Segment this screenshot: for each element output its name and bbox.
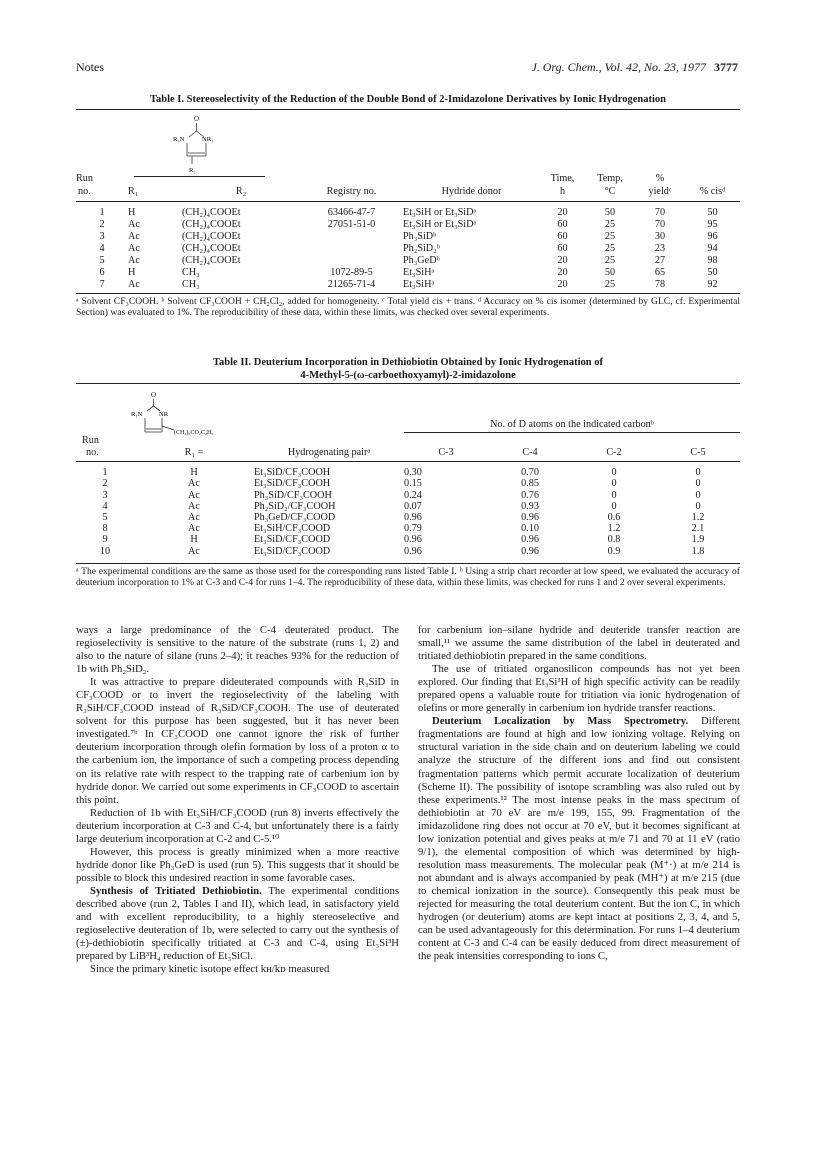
table2	[76, 418, 740, 557]
t2-cell-c4: 0.85	[521, 478, 539, 490]
table-row	[76, 523, 740, 534]
t1-cell-r2: (CH₂)₄COOEt	[182, 231, 241, 242]
table-row	[76, 266, 740, 278]
t2-cell-run: 1	[102, 467, 108, 479]
table-row	[76, 206, 740, 218]
table-row	[76, 230, 740, 242]
section-heading: Deuterium Localization by Mass Spectrometry.	[432, 715, 689, 728]
table-row	[76, 512, 740, 523]
t2-h-group: No. of D atoms on the indicated carbonᵇ	[404, 418, 740, 432]
t2-h-run: no.	[86, 447, 99, 458]
section-heading: Synthesis of Tritiated Dethiobiotin.	[90, 884, 262, 897]
t1-cell-cis: 50	[707, 207, 718, 218]
t1-cell-time: 20	[557, 207, 568, 218]
t1-h-yield: yieldᶜ	[648, 186, 672, 197]
t1-cell-run: 4	[99, 243, 105, 254]
t2-cell-pair: Et₃SiD/CF₃COOH	[254, 478, 331, 490]
t2-cell-c3: 0.96	[404, 545, 422, 557]
t2-cell-run: 10	[99, 545, 111, 557]
table-row	[76, 545, 740, 556]
t1-h-run-top: Run	[76, 173, 93, 184]
t1-cell-r2: CH₃	[182, 267, 200, 278]
t1-cell-temp: 50	[604, 207, 616, 218]
t1-cell-donor: Ph₂SiD₂ᵇ	[403, 243, 440, 254]
body-column-right	[418, 624, 740, 963]
t2-cell-r1: Ac	[188, 478, 200, 490]
t2-cell-run: 4	[102, 500, 108, 512]
t2-cell-pair: Ph₃GeD/CF₃COOD	[254, 511, 336, 523]
page-number: 3777	[714, 60, 738, 74]
t1-cell-temp: 25	[604, 219, 616, 230]
t1-h-time-top: Time,	[550, 173, 575, 184]
t2-h-c3: C-3	[438, 447, 454, 458]
t1-cell-donor: Et₃SiH or Et₃SiDᵃ	[403, 219, 477, 230]
table2-header-row	[76, 446, 740, 458]
t2-h-c4: C-4	[522, 447, 538, 458]
t2-cell-c2: 0.6	[607, 511, 621, 523]
table1	[76, 172, 740, 290]
t2-cell-r1: Ac	[188, 523, 200, 535]
t1-h-registry: Registry no.	[326, 186, 377, 197]
t1-cell-temp: 25	[604, 279, 616, 290]
t1-cell-cis: 94	[707, 243, 718, 254]
t2-cell-r1: Ac	[188, 511, 200, 523]
t2-cell-pair: Ph₃SiD/CF₃COOH	[254, 489, 332, 501]
t1-cell-run: 3	[99, 231, 105, 242]
t1-cell-cis: 98	[707, 255, 718, 266]
table-row	[76, 278, 740, 290]
t1-h-r2: R₂	[235, 186, 247, 197]
t2-cell-c5: 1.2	[691, 511, 705, 523]
table1-structure-nr1: NR₁	[202, 136, 214, 143]
journal-citation: J. Org. Chem., Vol. 42, No. 23, 1977	[531, 60, 706, 74]
t2-cell-c2: 0	[611, 489, 617, 501]
table2-caption-line2: 4-Methyl-5-(ω-carboethoxyamyl)-2-imidazolone	[300, 370, 516, 381]
t2-cell-c4: 0.10	[521, 523, 539, 535]
t1-cell-temp: 25	[604, 255, 616, 266]
t2-cell-c4: 0.96	[521, 534, 539, 546]
t1-cell-r1: Ac	[128, 279, 140, 290]
t1-cell-registry: 63466-47-7	[327, 207, 376, 218]
t2-h-r1: R₁ =	[184, 447, 204, 458]
t1-cell-r1: Ac	[128, 219, 140, 230]
t1-cell-donor: Et₃SiHᵃ	[403, 267, 435, 278]
table1-structure-o: O	[194, 115, 200, 123]
t2-h-c5: C-5	[690, 447, 706, 458]
t1-cell-time: 60	[557, 243, 568, 254]
t2-cell-c2: 0.9	[607, 545, 621, 557]
t2-cell-c2: 0	[611, 467, 617, 479]
t2-cell-pair: Et₃SiD/CF₃COOD	[254, 534, 331, 546]
table1-top-rule	[76, 109, 740, 110]
t2-cell-c2: 1.2	[607, 523, 621, 535]
t1-cell-temp: 50	[604, 267, 616, 278]
t2-cell-run: 2	[102, 478, 108, 490]
table1-structure-diagram	[160, 112, 240, 174]
table1-caption: Table I. Stereoselectivity of the Reduction of the Double Bond of 2-Imidazolone Derivatives by Ionic Hydrogenation	[149, 94, 667, 105]
running-header-section: Notes	[76, 60, 104, 74]
paragraph-text: Different fragmentations are found at high and low ionizing voltage. Relying on structural variation in the side chain and on deuterium labeling we could analyze the structure of the different ions and find out consistent fragmentation patterns which permit accurate localization of deuterium (Scheme II). The possibility of isotope scrambling was also ruled out by these experiments.¹² The most intense peaks in the mass spectrum of dethiobiotin at 70 eV are m/e 199, 155, 99. Fragmentation of the imidazolidone ring does not occur at 70 eV, but it becomes significant at low ionization potential and gives peaks at m/e 71 and 70 at 11 eV (ratio 9/1), the elemental composition of which was determined by high-resolution mass measurements. The molecular peak (M⁺·) at m/e 214 is not abundant and is always accompanied by peak (MH⁺) at m/e 215 (due to chemical ionization in the source). Consequently this peak must be rejected for measuring the total deuterium content. But the ion C, in which hydrogen (or deuterium) atoms are kept intact at positions 2, 3, 4, and 5, can be used advantageously for this determination. For runs 1–4 deuterium content at C-3 and C-4 can be easily deduced from direct measurement of the peak intensities corresponding to ions C,	[418, 715, 740, 963]
t1-cell-registry: 27051-51-0	[327, 219, 376, 230]
t2-cell-r1: Ac	[188, 500, 200, 512]
table1-structure-r1n: R₁N	[173, 136, 185, 143]
t2-cell-c4: 0.96	[521, 545, 539, 557]
t2-h-run-top: Run	[82, 435, 99, 446]
table1-header-row-top	[76, 172, 740, 184]
t1-cell-run: 7	[99, 279, 105, 290]
t2-cell-c3: 0.96	[404, 511, 422, 523]
t2-cell-pair: Et₃SiD/CF₃COOH	[254, 467, 331, 479]
t2-cell-c3: 0.07	[404, 500, 422, 512]
t2-cell-c4: 0.93	[521, 500, 539, 512]
t2-cell-c5: 2.1	[691, 523, 705, 535]
t1-cell-cis: 95	[707, 219, 718, 230]
t1-cell-yield: 65	[654, 267, 666, 278]
t2-cell-r1: Ac	[188, 545, 200, 557]
t1-h-yield-top: %	[655, 173, 665, 184]
t2-cell-run: 5	[102, 511, 108, 523]
table2-header-row-top	[76, 418, 740, 432]
table2-structure-nr: NR	[159, 411, 169, 418]
table-row	[76, 254, 740, 266]
table2-caption	[76, 356, 740, 382]
t1-cell-run: 2	[99, 219, 105, 230]
t1-cell-cis: 50	[707, 267, 718, 278]
paragraph: Reduction of 1b with Et₃SiH/CF₃COOD (run 8) inverts effectively the deuterium incorporation at C-3 and C-4, but unfortunately there is a fairly large deuterium incorporation at C-2 and C-5.¹⁰	[76, 806, 399, 845]
t1-cell-cis: 96	[707, 231, 718, 242]
body-column-left	[76, 624, 399, 976]
t1-cell-time: 20	[557, 255, 568, 266]
t1-cell-time: 60	[557, 231, 568, 242]
t1-cell-r1: H	[128, 207, 136, 218]
t2-cell-c3: 0.24	[404, 489, 422, 501]
t1-cell-yield: 70	[654, 219, 666, 230]
paragraph: However, this process is greatly minimized when a more reactive hydride donor like Ph₃GeD is used (run 5). This suggests that it should be possible to block this undesired reaction in some favorable cases.	[76, 845, 399, 884]
t1-h-r1: R₁	[128, 186, 139, 197]
table-row	[76, 218, 740, 230]
t2-cell-c3: 0.30	[404, 467, 422, 479]
t1-cell-donor: Et₃SiH or Et₃SiDᵃ	[403, 207, 477, 218]
t1-cell-temp: 25	[604, 231, 616, 242]
t1-cell-registry	[300, 242, 403, 254]
t1-h-run: no.	[78, 186, 91, 197]
t1-cell-r2: (CH₂)₄COOEt	[182, 255, 241, 266]
t1-cell-r1: Ac	[128, 243, 140, 254]
table2-structure-chain: (CH₂)₅CO₂C₂H₅	[174, 430, 214, 436]
t1-h-time: h	[559, 186, 566, 197]
table2-bottom-rule	[76, 563, 740, 564]
table2-structure-o: O	[151, 391, 157, 399]
t2-cell-c5: 1.9	[691, 534, 705, 546]
t2-cell-c4: 0.76	[521, 489, 539, 501]
t2-cell-c5: 0	[695, 489, 701, 501]
t1-cell-r1: Ac	[128, 231, 140, 242]
table1-header-row	[76, 184, 740, 197]
t2-h-pair: Hydrogenating pairᵃ	[287, 447, 371, 458]
t1-cell-time: 60	[557, 219, 568, 230]
paragraph	[418, 715, 740, 963]
t2-cell-c2: 0	[611, 478, 617, 490]
paragraph: The use of tritiated organosilicon compounds has not yet been explored. Our finding that Et₃Si³H of high specific activity can be readily prepared opens a valuable route for tritiation via ionic hydrogenation of olefins or more generally in carbenium ion hydride transfer reactions.	[418, 663, 740, 715]
t2-cell-pair: Ph₂SiD₂/CF₃COOH	[254, 500, 336, 512]
t2-cell-r1: Ac	[188, 489, 200, 501]
t2-cell-r1: H	[190, 534, 198, 546]
table1-bottom-rule	[76, 293, 740, 294]
t1-cell-r2: CH₃	[182, 279, 200, 290]
t1-cell-donor: Ph₃GeDᵇ	[403, 255, 440, 266]
t1-cell-registry	[300, 254, 403, 266]
paragraph: It was attractive to prepare dideuterated compounds with R₃SiD in CF₃COOD or to invert the regioselectivity of the labeling with R₃SiH/CF₃COOD instead of R₃SiD/CF₃COOH. The use of deuterated solvent for this purpose has been suggested, but it has never been investigated.⁷ᵇ In CF₃COOD one cannot ignore the risk of further deuterium incorporation through olefin formation by loss of a proton α to the carbenium ion, the importance of such a competing process depending on its relative rate with respect to the trapping rate of carbenium ion by hydride donor. We carried out some experiments in CF₃COOD to ascertain this point.	[76, 676, 399, 806]
t1-cell-yield: 70	[654, 207, 666, 218]
t1-cell-r2: (CH₂)₄COOEt	[182, 243, 241, 254]
table-row	[76, 242, 740, 254]
table-row	[76, 501, 740, 512]
table2-header-row-mid	[76, 432, 740, 446]
table2-footnote: ᵃ The experimental conditions are the same as those used for the corresponding runs listed Table I. ᵇ Using a strip chart recorder at low speed, we evaluated the accuracy of deuterium incorporation to 1% at C-3 and C-4 for runs 1–4. The reproducibility of these data, within these limits, was checked for runs 1 and 2 over several experiments.	[76, 566, 740, 589]
paragraph: Since the primary kinetic isotope effect kʜ/kᴅ measured	[90, 963, 330, 976]
t2-cell-c3: 0.79	[404, 523, 422, 535]
t2-cell-run: 9	[102, 534, 108, 546]
t2-cell-c2: 0.8	[607, 534, 621, 546]
t1-cell-r2: (CH₂)₄COOEt	[182, 207, 241, 218]
t1-cell-donor: Ph₃SiDᵇ	[403, 231, 437, 242]
t2-cell-c4: 0.70	[521, 467, 539, 479]
t1-cell-time: 20	[557, 279, 568, 290]
t2-cell-pair: Et₃SiD/CF₃COOD	[254, 545, 331, 557]
t2-cell-c2: 0	[611, 500, 617, 512]
t1-cell-registry: 21265-71-4	[327, 279, 376, 290]
t1-cell-run: 6	[99, 267, 105, 278]
t2-cell-run: 8	[102, 523, 108, 535]
table-row	[76, 489, 740, 500]
t2-cell-r1: H	[190, 467, 198, 479]
t1-cell-yield: 27	[654, 255, 666, 266]
t1-cell-registry: 1072-89-5	[330, 267, 373, 278]
t1-cell-donor: Et₃SiHᵃ	[403, 279, 435, 290]
table2-top-rule	[76, 383, 740, 384]
table-row	[76, 478, 740, 489]
t1-cell-registry	[300, 230, 403, 242]
table-row	[76, 467, 740, 478]
t2-cell-pair: Et₃SiH/CF₃COOD	[254, 523, 331, 535]
t1-cell-cis: 92	[707, 279, 718, 290]
t1-cell-r1: H	[128, 267, 136, 278]
t1-cell-yield: 23	[654, 243, 666, 254]
t2-cell-c5: 0	[695, 500, 701, 512]
t2-cell-run: 3	[102, 489, 108, 501]
table1-structure-r2: R₂	[189, 167, 196, 174]
t1-cell-temp: 25	[604, 243, 616, 254]
t1-cell-run: 5	[99, 255, 105, 266]
table1-footnote: ᵃ Solvent CF₃COOH. ᵇ Solvent CF₃COOH + CH₂Cl₂, added for homogeneity. ᶜ Total yield cis + trans. ᵈ Accuracy on % cis isomer (determined by GLC, cf. Experimental Section) was evaluated to 1%. The reproducibility of these data, within these limits, was checked over several experiments.	[76, 296, 740, 319]
paragraph	[76, 885, 399, 963]
paragraph-text: The experimental conditions described above (run 2, Tables I and II), which lead, in satisfactory yield and with excellent reproducibility, to a highly stereoselective and regioselective deuteration of 1b, were selected to carry out the synthesis of (±)-dethiobiotin specifically tritiated at C-3 and C-4, using Et₃Si³H prepared by LiB³H₄ reduction of Et₃SiCl.	[76, 884, 399, 963]
t1-cell-run: 1	[99, 207, 105, 218]
paragraph: for carbenium ion–silane hydride and deuteride transfer reaction are small,¹¹ we assume the same distribution of the label in deuterated and tritiated dethiobiotin prepared in the same conditions.	[418, 624, 740, 663]
t2-cell-c5: 0	[695, 467, 701, 479]
t1-cell-r1: Ac	[128, 255, 140, 266]
t1-h-cis: % cisᵈ	[699, 186, 726, 197]
t1-h-temp-top: Temp,	[597, 173, 623, 184]
t2-cell-c5: 1.8	[691, 545, 705, 557]
table2-structure-r1n: R₁N	[131, 411, 143, 418]
t1-cell-yield: 78	[654, 279, 666, 290]
t2-cell-c4: 0.96	[521, 511, 539, 523]
t1-cell-r2: (CH₂)₄COOEt	[182, 219, 241, 230]
running-header-journal	[470, 60, 738, 75]
t2-h-c2: C-2	[606, 447, 622, 458]
table-row	[76, 534, 740, 545]
t1-cell-yield: 30	[654, 231, 666, 242]
t1-cell-time: 20	[557, 267, 568, 278]
t2-cell-c5: 0	[695, 478, 701, 490]
paragraph: ways a large predominance of the C-4 deuterated product. The regioselectivity is sensitive to the nature of the substrate (runs 1, 2) and also to the nature of silane (runs 2–4); it reaches 93% for the reduction of 1b with Ph₂SiD₂.	[76, 624, 399, 676]
t1-h-temp: °C	[604, 186, 616, 197]
t2-cell-c3: 0.96	[404, 534, 422, 546]
t2-cell-c3: 0.15	[404, 478, 422, 490]
t1-h-hydride: Hydride donor	[441, 186, 502, 197]
table2-caption-line1: Table II. Deuterium Incorporation in Dethiobiotin Obtained by Ionic Hydrogenation of	[212, 357, 603, 368]
